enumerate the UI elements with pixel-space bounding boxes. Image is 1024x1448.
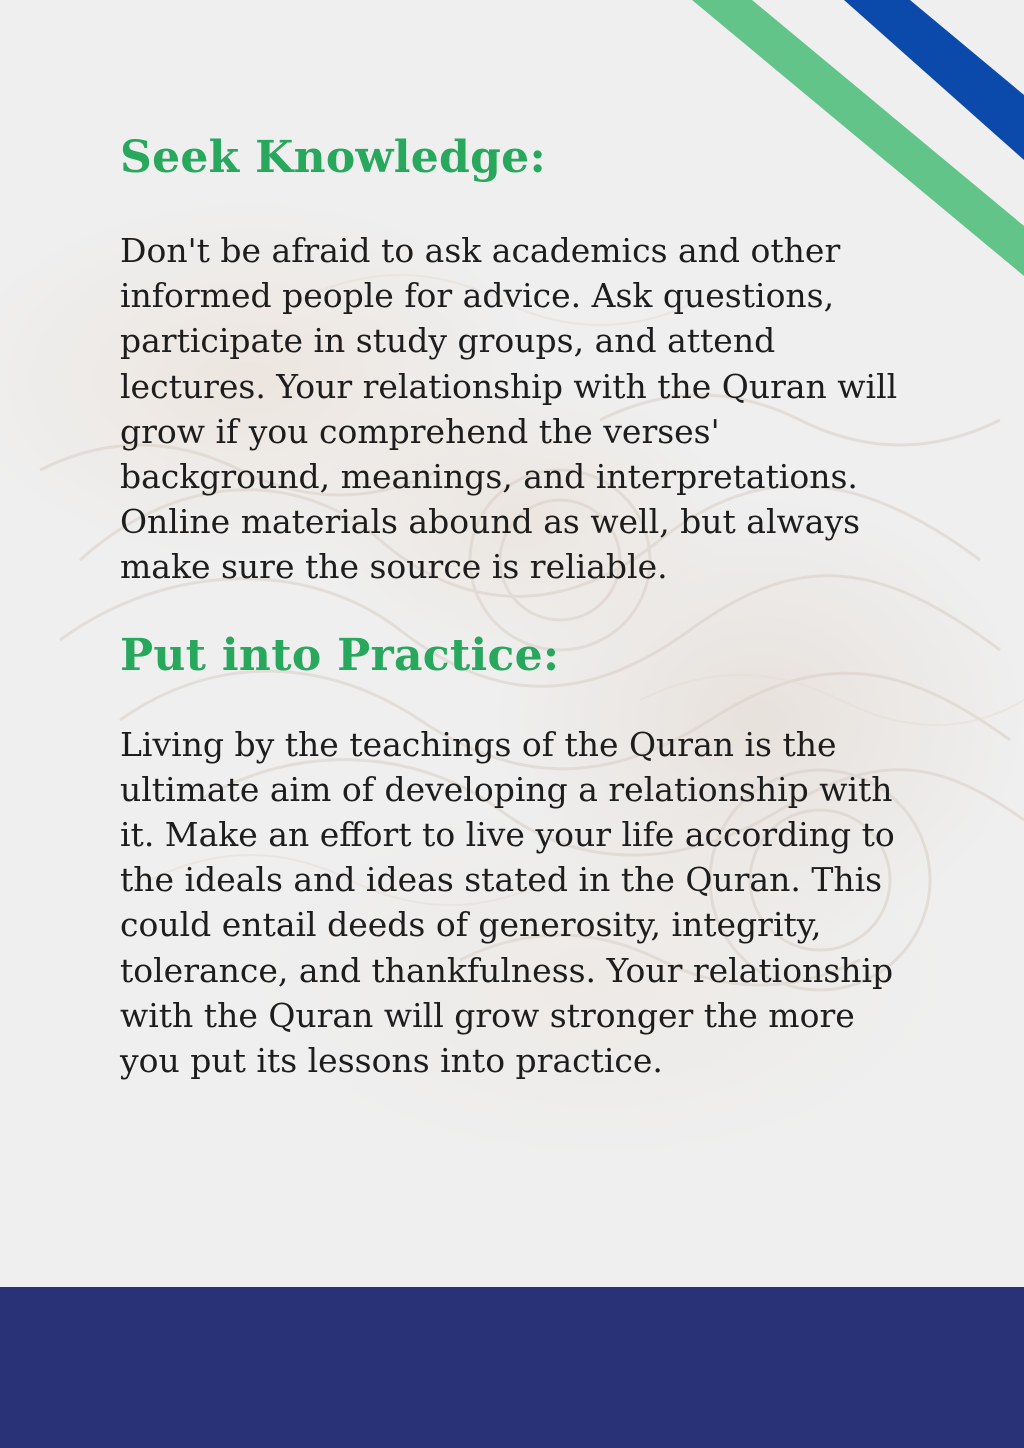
- put-into-practice-paragraph: Living by the teachings of the Quran is the ultimate aim of developing a relationship with it. Make an effort to live your life according to the ideals and ideas stated in the Quran. This could entail deeds of generosity, integrity, tolerance, and thankfulness. Your relationship with the Quran will grow stronger the more you put its lessons into practice.: [120, 724, 895, 1081]
- seek-knowledge-heading: Seek Knowledge:: [120, 132, 547, 183]
- put-into-practice-heading: Put into Practice:: [120, 629, 560, 681]
- content-column: [120, 118, 920, 1083]
- footer-bar: [0, 1287, 1024, 1448]
- seek-knowledge-paragraph: Don't be afraid to ask academics and other informed people for advice. Ask questions, participate in study groups, and attend lectures. Your relationship with the Quran will grow if you comprehend the verses' background, meanings, and interpretations. Online materials abound as well, but always make sure the source is reliable.: [120, 231, 898, 587]
